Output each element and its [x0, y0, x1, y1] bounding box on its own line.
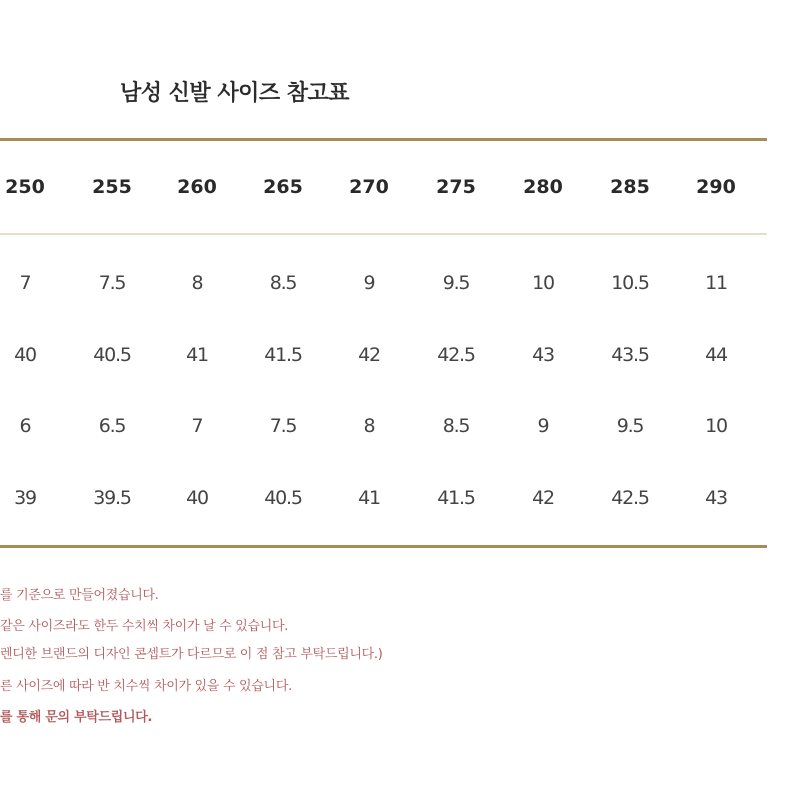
- table-cell: 41.5: [437, 487, 475, 509]
- header-cell: 290: [696, 176, 736, 198]
- table-cell: 9.5: [616, 415, 644, 437]
- note-line: 렌디한 브랜드의 디자인 콘셉트가 다르므로 이 점 참고 부탁드립니다.): [0, 647, 383, 662]
- header-cell: 280: [523, 176, 563, 198]
- table-cell: 42: [532, 487, 554, 509]
- header-cell: 260: [177, 176, 217, 198]
- table-cell: 8.5: [269, 272, 297, 294]
- header-cell: 265: [263, 176, 303, 198]
- table-cell: 40: [186, 487, 208, 509]
- table-cell: 7.5: [269, 415, 297, 437]
- table-cell: 9: [363, 272, 375, 294]
- table-cell: 9.5: [442, 272, 470, 294]
- header-cell: 285: [610, 176, 650, 198]
- header-cell: 255: [92, 176, 132, 198]
- note-line: 를 통해 문의 부탁드립니다.: [0, 710, 153, 725]
- page-title: 남성 신발 사이즈 참고표: [120, 81, 349, 106]
- header-cell: 270: [349, 176, 389, 198]
- table-cell: 7: [19, 272, 31, 294]
- table-cell: 40.5: [93, 344, 131, 366]
- table-cell: 43: [532, 344, 554, 366]
- table-cell: 42.5: [437, 344, 475, 366]
- table-bottom-rule: [0, 545, 767, 548]
- table-cell: 8.5: [442, 415, 470, 437]
- table-cell: 39: [14, 487, 36, 509]
- table-cell: 43.5: [611, 344, 649, 366]
- table-cell: 43: [705, 487, 727, 509]
- table-cell: 44: [705, 344, 727, 366]
- table-cell: 40: [14, 344, 36, 366]
- table-top-rule: [0, 138, 767, 141]
- table-cell: 8: [191, 272, 203, 294]
- table-row: [0, 406, 800, 446]
- table-row: [0, 478, 800, 518]
- note-line: 를 기준으로 만들어졌습니다.: [0, 588, 159, 603]
- table-cell: 42: [358, 344, 380, 366]
- table-cell: 10.5: [611, 272, 649, 294]
- table-cell: 41: [186, 344, 208, 366]
- table-cell: 6.5: [98, 415, 126, 437]
- header-cell: 250: [5, 176, 45, 198]
- table-cell: 41: [358, 487, 380, 509]
- table-row: [0, 263, 800, 303]
- table-cell: 9: [537, 415, 549, 437]
- table-header-row: [0, 167, 800, 207]
- table-cell: 7: [191, 415, 203, 437]
- table-header-rule: [0, 233, 767, 235]
- note-line: 른 사이즈에 따라 반 치수씩 차이가 있을 수 있습니다.: [0, 679, 292, 694]
- table-cell: 39.5: [93, 487, 131, 509]
- note-line: 같은 사이즈라도 한두 수치씩 차이가 날 수 있습니다.: [0, 619, 289, 634]
- table-cell: 10: [532, 272, 554, 294]
- table-cell: 11: [705, 272, 727, 294]
- table-cell: 42.5: [611, 487, 649, 509]
- table-cell: 8: [363, 415, 375, 437]
- table-cell: 41.5: [264, 344, 302, 366]
- table-cell: 7.5: [98, 272, 126, 294]
- table-row: [0, 335, 800, 375]
- header-cell: 275: [436, 176, 476, 198]
- table-cell: 40.5: [264, 487, 302, 509]
- table-cell: 10: [705, 415, 727, 437]
- table-cell: 6: [19, 415, 31, 437]
